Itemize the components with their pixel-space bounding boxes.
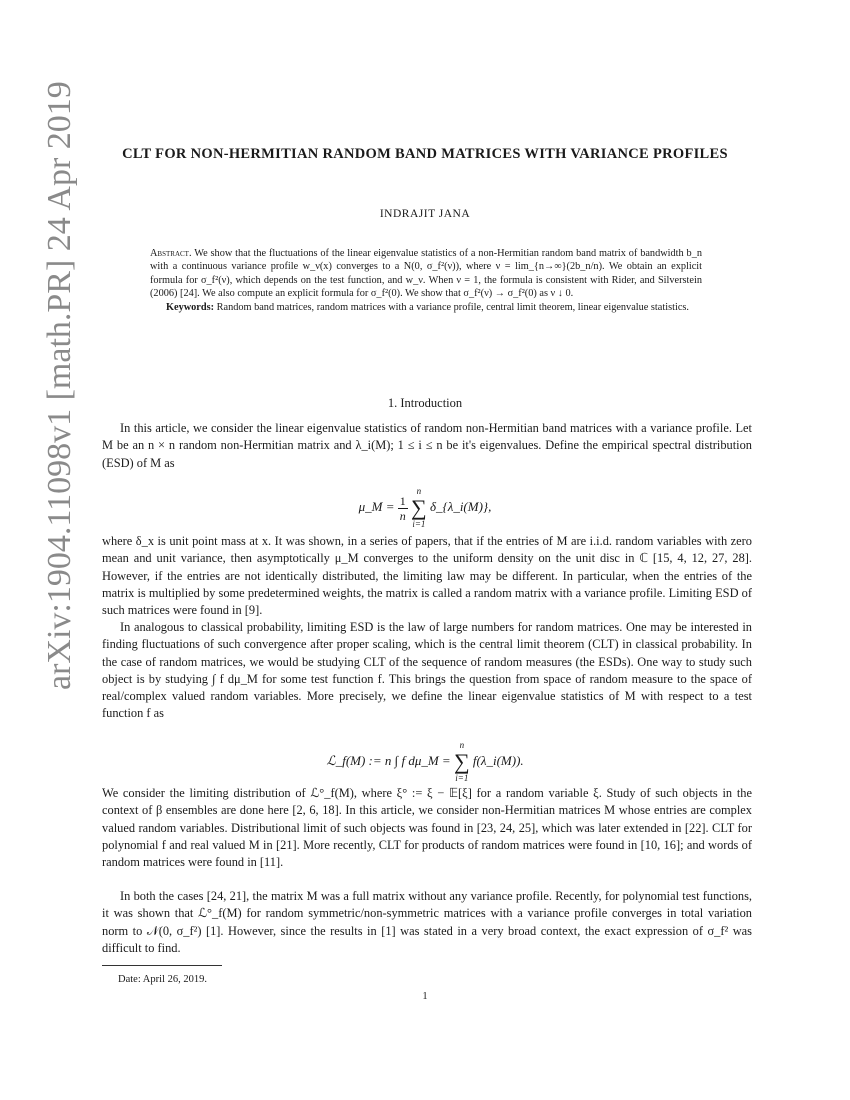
- section-heading-introduction: 1. Introduction: [387, 396, 463, 410]
- keywords-paragraph: [150, 301, 702, 314]
- intro-paragraph-5: In both the cases [24, 21], the matrix M was a full matrix without any variance profile. Recently, for polynomial test functions, it was shown that ℒ°_f(M) for random symmetric/non-symmetric matrices with a variance profile converges in total variation norm to 𝒩(0, σ_f²) [1]. However, since the results in [1] was stated in a very broad context, the exact expression of σ_f² was difficult to find.: [102, 889, 752, 955]
- eq1-sum-lower: i=1: [412, 519, 426, 529]
- equation-linear-statistic: [100, 740, 750, 784]
- abstract-text: We show that the fluctuations of the linear eigenvalue statistics of a non-Hermitian random band matrix of bandwidth b_n with a continuous variance profile w_ν(x) converges to a N(0, σ_f²(ν)), where ν = lim_{n→∞}(2b_n/n). We obtain an explicit formula for σ_f²(ν), which depends on the test function, and w_ν. When ν = 1, the formula is consistent with Rider, and Silverstein (2006) [24]. We also compute an explicit formula for σ_f²(0). We show that σ_f²(ν) → σ_f²(0) as ν ↓ 0.: [150, 248, 702, 300]
- eq1-lhs: μ_M =: [358, 498, 395, 514]
- eq2-sum-lower: i=1: [455, 773, 469, 783]
- sum-symbol: ∑: [411, 495, 427, 520]
- eq1-summation: [411, 486, 427, 530]
- paper-author: INDRAJIT JANA: [379, 208, 471, 220]
- keywords-text: Random band matrices, random matrices with a variance profile, central limit theorem, linear eigenvalue statistics.: [216, 301, 689, 313]
- eq2-sum-upper: n: [459, 740, 465, 750]
- eq2-lhs: ℒ_f(M) := n ∫ f dμ_M =: [326, 752, 451, 768]
- equation-esd: [100, 486, 750, 530]
- abstract-label: Abstract.: [150, 248, 192, 259]
- eq1-fraction: [398, 494, 408, 523]
- eq2-summation: [454, 740, 470, 784]
- intro-paragraph-3: In analogous to classical probability, limiting ESD is the law of large numbers for random matrices. One may be interested in finding fluctuations of such convergence after proper scaling, which is the central limit theorem (CLT) in classical probability. In the case of random matrices, we would be studying CLT of the sequence of random measures (the ESDs). One way to study such object is by studying ∫ f dμ_M for some test function f. This brings the question from space of random measure to the space of real/complex valued random variables. More precisely, we define the linear eigenvalue statistics of M with respect to a test function f as: [102, 620, 752, 721]
- intro-paragraph-4: We consider the limiting distribution of ℒ°_f(M), where ξ° := ξ − 𝔼[ξ] for a random variable ξ. Study of such objects in the context of β ensembles are done here [2, 6, 18]. In this article, we consider non-Hermitian matrices M whose entries are complex valued random variables. Distributional limit of such objects was found in [23, 24, 25], which was later extended in [22]. CLT for polynomial f and real valued M in [21]. More recently, CLT for products of random matrices were found in [10, 16]; and words of random matrices were found in [11].: [102, 786, 752, 870]
- arxiv-id-text: arXiv:1904.11098v1 [math.PR] 24 Apr 2019: [41, 81, 78, 690]
- abstract-block: [150, 247, 702, 314]
- eq1-fraction-numerator: 1: [399, 493, 406, 508]
- paper-title: CLT FOR NON-HERMITIAN RANDOM BAND MATRICES WITH VARIANCE PROFILES: [122, 146, 728, 162]
- intro-paragraph-1: In this article, we consider the linear eigenvalue statistics of random non-Hermitian band matrices with a variance profile. Let M be an n × n random non-Hermitian matrix and λ_i(M); 1 ≤ i ≤ n be it's eigenvalues. Define the empirical spectral distribution (ESD) of M as: [102, 421, 752, 470]
- arxiv-identifier-stamp: [5, 81, 78, 690]
- intro-paragraph-2: where δ_x is unit point mass at x. It was shown, in a series of papers, that if the entries of M are i.i.d. random variables with zero mean and unit variance, then asymptotically μ_M converges to the uniform density on the unit disc in ℂ [15, 4, 12, 27, 28]. However, if the entries are not identically distributed, the limiting law may be different. In particular, when the entries of the matrix is multiplied by some predetermined weights, the matrix is called a random matrix with a variance profile. Limiting ESD of such matrices were found in [9].: [102, 534, 752, 618]
- keywords-label: Keywords:: [166, 301, 215, 313]
- eq1-fraction-denominator: n: [399, 508, 406, 523]
- footnote-divider: [102, 965, 222, 966]
- eq1-sum-upper: n: [416, 486, 422, 496]
- eq1-rhs: δ_{λ_i(M)},: [429, 498, 492, 514]
- eq2-rhs: f(λ_i(M)).: [472, 752, 524, 768]
- abstract-paragraph: [150, 247, 702, 301]
- page-number: 1: [422, 991, 428, 1002]
- footnote-date: Date: April 26, 2019.: [118, 974, 207, 985]
- sum-symbol: ∑: [453, 749, 470, 774]
